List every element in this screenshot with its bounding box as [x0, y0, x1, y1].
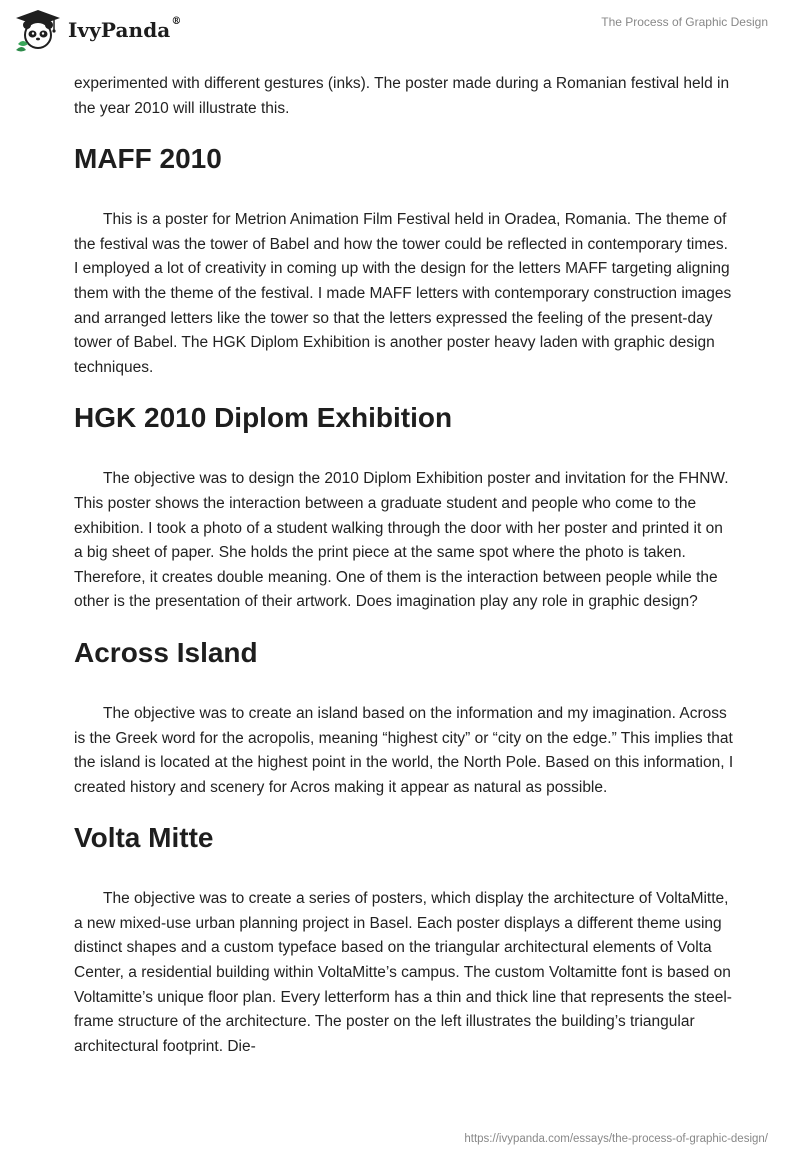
intro-paragraph: experimented with different gestures (inks). The poster made during a Romanian festival held in the year 2010 will illustrate this.: [74, 75, 730, 117]
page-header: [0, 0, 800, 62]
logo-wordmark: IvyPanda®: [68, 16, 182, 42]
essay-content: [74, 72, 734, 1059]
section-paragraph-volta-mitte: The objective was to create a series of posters, which display the architecture of VoltaMitte, a new mixed-use urban planning project in Basel. Each poster displays a different theme using distinct shapes and a custom typeface based on the triangular architectural elements of Volta Center, a residential building within VoltaMitte’s campus. The custom Voltamitte font is based on Voltamitte’s unique floor plan. Every letterform has a thin and thick line that represents the steel-frame structure of the architecture. The poster on the left illustrates the building’s triangular architectural footprint. Die-: [74, 890, 732, 1055]
section-paragraph-hgk: The objective was to design the 2010 Diplom Exhibition poster and invitation for the FHNW. This poster shows the interaction between a graduate student and people who come to the exhibition. I took a photo of a student walking through the door with her poster and printed it on a big sheet of paper. She holds the print piece at the same spot where the photo is taken. Therefore, it creates double meaning. One of them is the interaction between people while the other is the presentation of their artwork. Does imagination play any role in graphic design?: [74, 470, 729, 611]
section-heading-hgk: HGK 2010 Diplom Exhibition: [74, 402, 453, 434]
source-url-link[interactable]: https://ivypanda.com/essays/the-process-of-graphic-design/: [464, 1133, 768, 1145]
section-heading-maff: MAFF 2010: [74, 143, 222, 175]
section-heading-volta-mitte: Volta Mitte: [74, 822, 214, 854]
panda-graduate-icon: [14, 8, 62, 52]
section-paragraph-across-island: The objective was to create an island based on the information and my imagination. Across is the Greek word for the acropolis, meaning “highest city” or “city on the edge.” This implies that the island is located at the highest point in the world, the North Pole. Based on this information, I created history and scenery for Acros making it appear as natural as possible.: [74, 704, 734, 796]
document-title: The Process of Graphic Design: [601, 15, 768, 29]
section-paragraph-maff: This is a poster for Metrion Animation Film Festival held in Oradea, Romania. The theme of the festival was the tower of Babel and how the tower could be reflected in contemporary times. I employed a lot of creativity in coming up with the design for the letters MAFF targeting aligning them with the theme of the festival. I made MAFF letters with contemporary construction images and arranged letters like the tower so that the letters expressed the feeling of the present-day tower of Babel. The HGK Diplom Exhibition is another poster heavy laden with graphic design techniques.: [74, 211, 732, 376]
ivypanda-logo[interactable]: [14, 8, 181, 52]
section-heading-across-island: Across Island: [74, 636, 258, 668]
